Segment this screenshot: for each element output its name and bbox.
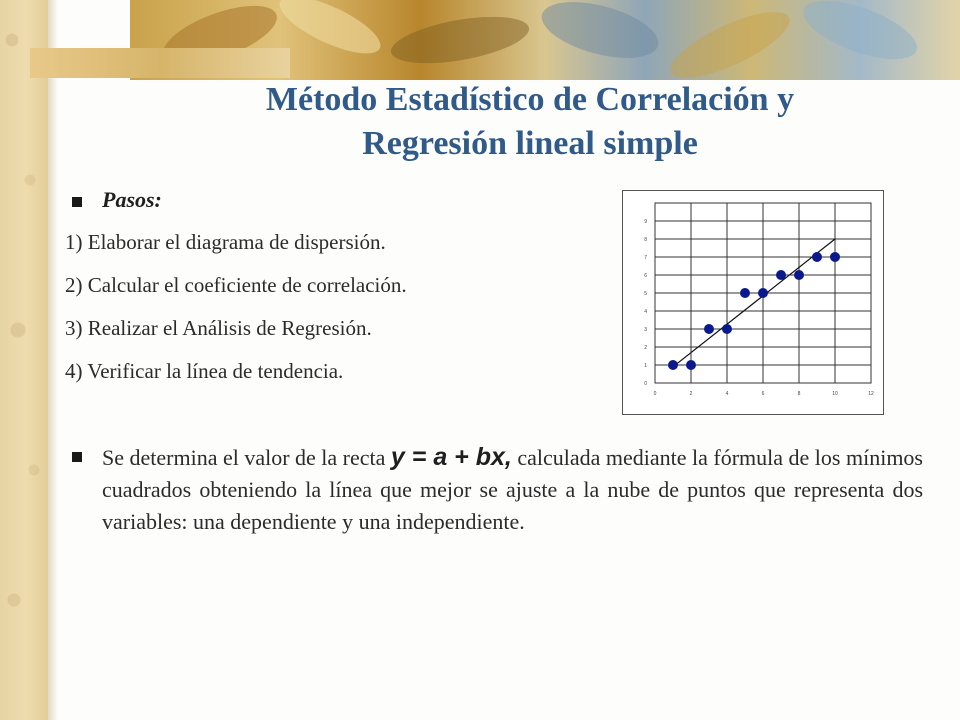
x-tick-label: 4 (725, 391, 729, 397)
data-point (686, 360, 696, 370)
x-tick-label: 10 (832, 391, 838, 397)
data-point (740, 288, 750, 298)
bullet-square-icon (72, 197, 82, 207)
y-tick-label: 7 (644, 255, 647, 261)
data-point (776, 270, 786, 280)
data-point (794, 270, 804, 280)
scatter-chart (622, 190, 884, 415)
step-3: 3) Realizar el Análisis de Regresión. (65, 316, 372, 340)
data-point (722, 324, 732, 334)
scatter-chart-svg (623, 191, 883, 414)
title-line-1: Método Estadístico de Correlación y (265, 81, 795, 118)
paragraph-rest: calculada mediante la fórmula de los mínimos cuadrados obteniendo la línea que mejor se ajuste a la nube de puntos que representa dos variables: una dependiente y una independiente. (102, 445, 923, 534)
data-point (668, 360, 678, 370)
x-tick-label: 12 (868, 391, 874, 397)
step-2: 2) Calcular el coeficiente de correlación. (65, 273, 407, 297)
y-tick-label: 3 (644, 327, 647, 333)
y-tick-label: 4 (644, 309, 647, 315)
data-point (758, 288, 768, 298)
banner-lower-strip (30, 48, 290, 78)
y-tick-label: 2 (644, 345, 647, 351)
x-tick-label: 0 (653, 391, 657, 397)
data-point (704, 324, 714, 334)
title-line-2: Regresión lineal simple (362, 125, 698, 162)
bullet-square-icon (72, 452, 82, 462)
data-point (812, 252, 822, 262)
x-tick-label: 2 (689, 391, 693, 397)
slide-title (100, 78, 960, 166)
regression-formula: y = a + bx, (390, 443, 512, 471)
pasos-label: Pasos: (102, 187, 162, 212)
y-tick-label: 6 (644, 273, 647, 279)
regression-paragraph (102, 441, 923, 538)
trendline (673, 239, 835, 367)
step-1: 1) Elaborar el diagrama de dispersión. (65, 230, 386, 254)
border-shadow (48, 0, 58, 720)
x-tick-label: 8 (797, 391, 801, 397)
y-tick-label: 8 (644, 237, 647, 243)
parchment-border (0, 0, 48, 720)
step-4: 4) Verificar la línea de tendencia. (65, 359, 344, 383)
x-tick-label: 6 (761, 391, 765, 397)
y-tick-label: 0 (644, 381, 647, 387)
y-tick-label: 5 (644, 291, 647, 297)
y-tick-label: 9 (644, 219, 647, 225)
y-tick-label: 1 (644, 363, 647, 369)
data-point (830, 252, 840, 262)
paragraph-intro: Se determina el valor de la recta (102, 445, 391, 470)
